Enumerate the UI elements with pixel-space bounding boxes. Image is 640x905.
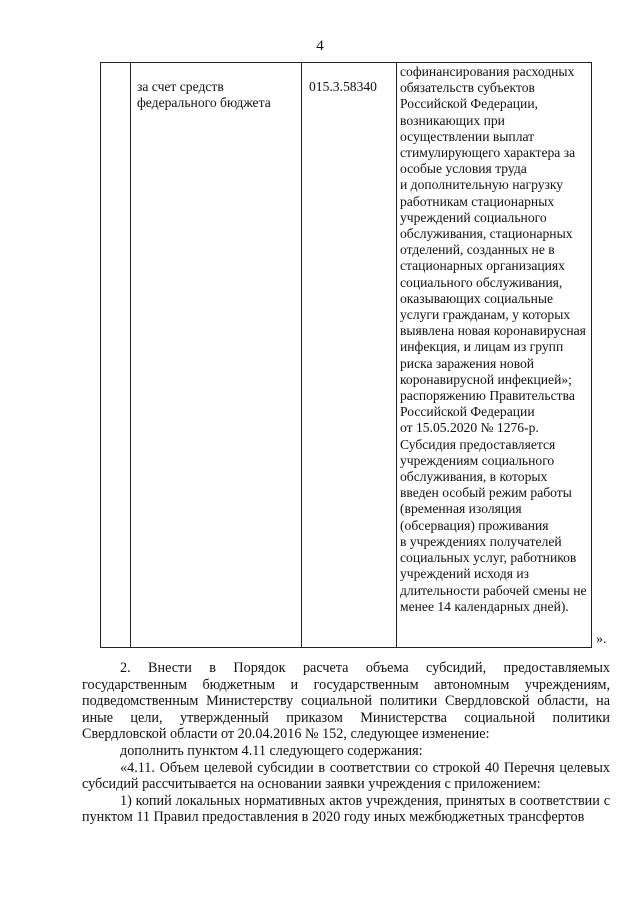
body-text — [82, 660, 610, 826]
description-line: Субсидия предоставляется — [400, 436, 556, 452]
description-cell — [397, 63, 592, 648]
description-line: учреждений социального — [400, 209, 547, 225]
description-line: учреждений исходя из — [400, 566, 530, 582]
description-line: особые условия труда — [400, 161, 527, 177]
description-line: Российской Федерации — [400, 404, 535, 420]
description-line: от 15.05.2020 № 1276-р. — [400, 420, 539, 436]
paragraph-supplement: дополнить пунктом 4.11 следующего содержания: — [120, 742, 423, 759]
description-line: (временная изоляция — [400, 501, 522, 517]
description-line: обязательств субъектов — [400, 80, 535, 96]
budget-code-cell: 015.3.58340 — [302, 63, 397, 648]
description-line: коронавирусной инфекцией»; — [400, 371, 572, 387]
description-line: софинансирования расходных — [400, 64, 575, 79]
description-line: распоряжению Правительства — [400, 388, 575, 404]
description-line: обслуживания, стационарных — [400, 226, 573, 242]
description-line: услуги гражданам, у которых — [400, 307, 571, 323]
description-line: обслуживания, в которых — [400, 469, 548, 485]
description-line: оказывающих социальные — [400, 290, 554, 306]
description-line: отделений, созданных не в — [400, 242, 555, 258]
description-line: (обсервация) проживания — [400, 517, 549, 533]
empty-number-cell — [101, 63, 131, 648]
description-line: стимулирующего характера за — [400, 145, 576, 161]
page-number: 4 — [316, 38, 324, 54]
funding-table — [100, 62, 592, 648]
table-row — [101, 63, 592, 648]
description-line: Российской Федерации, — [400, 96, 538, 112]
description-line: менее 14 календарных дней). — [400, 598, 569, 614]
description-line: учреждениям социального — [400, 452, 555, 468]
description-line: введен особый режим работы — [400, 485, 572, 501]
description-line: длительности рабочей смены не — [400, 582, 587, 598]
funding-source-cell: за счет средств федерального бюджета — [131, 63, 302, 648]
closing-quote: ». — [596, 632, 607, 647]
description-line: работникам стационарных — [400, 193, 555, 209]
description-line: в учреждениях получателей — [400, 533, 562, 549]
description-line: социальных услуг, работников — [400, 550, 577, 566]
description-line: риска заражения новой — [400, 355, 535, 371]
description-line: выявлена новая коронавирусная — [400, 323, 586, 339]
paragraph-amendment: 2. Внести в Порядок расчета объема субсидий, предоставляемых государственным бюджетным и государственным автономным учреждениям, подведомственным Министерству социальной политики Свердловской области, на иные цели, утвержденный приказом Министерства социальной политики Свердловской области от 20.04.2016 № 152, следующее изменение: — [82, 660, 610, 743]
description-line: социального обслуживания, — [400, 274, 563, 290]
paragraph-point-4-11: «4.11. Объем целевой субсидии в соответствии со строкой 40 Перечня целевых субсидий рассчитывается на основании заявки учреждения с приложением: — [82, 759, 610, 793]
description-line: возникающих при — [400, 112, 505, 128]
description-line: стационарных организациях — [400, 258, 565, 274]
description-line: и дополнительную нагрузку — [400, 177, 564, 193]
description-line: инфекция, и лицам из групп — [400, 339, 564, 355]
description-line: осуществлении выплат — [400, 128, 535, 144]
paragraph-list-item-1: 1) копий локальных нормативных актов учреждения, принятых в соответствии с пунктом 11 Правил предоставления в 2020 году иных межбюджетных трансфертов — [82, 792, 610, 826]
